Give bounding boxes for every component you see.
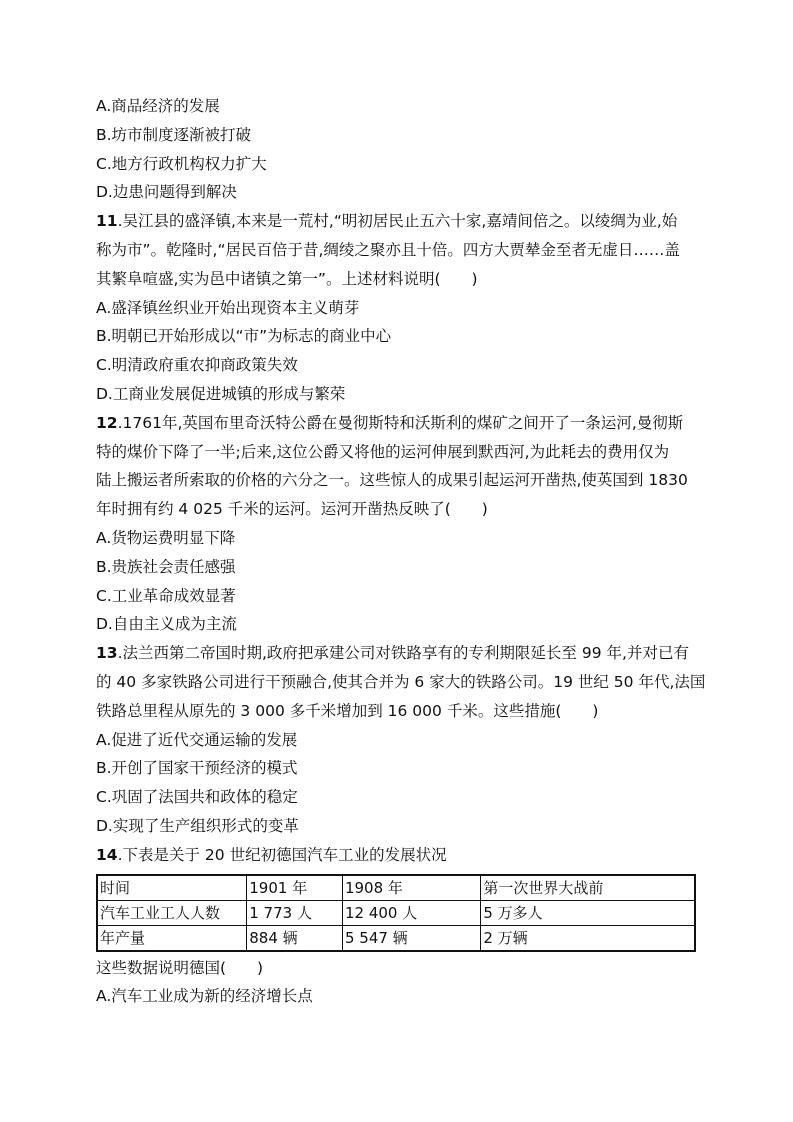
q12-stem (96, 413, 698, 519)
q10-option-c[interactable]: C.地方行政机构权力扩大 (96, 154, 267, 173)
q11-number: 11 (96, 212, 118, 231)
q13-stem-line-3: 铁路总里程从原先的 3 000 多千米增加到 16 000 千米。这些措施( ) (96, 701, 599, 720)
q12-option-d[interactable]: D.自由主义成为主流 (96, 615, 237, 634)
q11-option-d[interactable]: D.工商业发展促进城镇的形成与繁荣 (96, 384, 346, 403)
table-header-row (97, 875, 695, 901)
q11-stem-line-3: 其繁阜喧盛,实为邑中诸镇之第一”。上述材料说明( ) (96, 269, 478, 288)
q12-option-c[interactable]: C.工业革命成效显著 (96, 586, 236, 605)
table-header-cell: 第一次世界大战前 (481, 875, 695, 901)
table-row (97, 900, 695, 925)
q13-text-1: .法兰西第二帝国时期,政府把承建公司对铁路享有的专利期限延长至 99 年,并对已有 (117, 644, 689, 663)
q11-option-b[interactable]: B.明朝已开始形成以“市”为标志的商业中心 (96, 327, 392, 346)
q13-stem-line-1 (96, 643, 698, 663)
table-header-cell: 时间 (97, 875, 247, 901)
q12-stem-line-3: 陆上搬运者所索取的价格的六分之一。这些惊人的成果引起运河开凿热,使英国到 1830 (96, 471, 688, 490)
q10-options (96, 96, 698, 202)
q13-option-b[interactable]: B.开创了国家干预经济的模式 (96, 759, 298, 778)
q11-text-1: .吴江县的盛泽镇,本来是一荒村,“明初居民止五六十家,嘉靖间倍之。以绫绸为业,始 (117, 212, 678, 231)
q12-stem-line-1 (96, 413, 698, 433)
q13-number: 13 (96, 644, 118, 663)
q12-number: 12 (96, 413, 118, 432)
table-cell: 5 万多人 (481, 900, 695, 925)
q14-stem: 这些数据说明德国( ) (96, 958, 264, 977)
q11-option-a[interactable]: A.盛泽镇丝织业开始出现资本主义萌芽 (96, 298, 360, 317)
document-page (96, 96, 706, 1015)
q13-option-a[interactable]: A.促进了近代交通运输的发展 (96, 730, 298, 749)
q11-stem (96, 211, 698, 289)
q10-option-a[interactable]: A.商品经济的发展 (96, 97, 220, 115)
q14-option-a[interactable]: A.汽车工业成为新的经济增长点 (96, 987, 313, 1006)
question-11 (96, 211, 698, 404)
table-cell: 884 辆 (247, 925, 343, 951)
table-cell: 年产量 (97, 925, 247, 951)
q12-option-a[interactable]: A.货物运费明显下降 (96, 528, 236, 547)
q11-stem-line-2: 称为市”。乾隆时,“居民百倍于昔,绸绫之聚亦且十倍。四方大贾辇金至者无虚日……盖 (96, 240, 680, 259)
q11-option-c[interactable]: C.明清政府重农抑商政策失效 (96, 356, 298, 375)
table-cell: 12 400 人 (342, 900, 480, 925)
q13-stem (96, 643, 706, 721)
table-cell: 汽车工业工人人数 (97, 900, 247, 925)
table-row (97, 925, 695, 951)
q13-option-c[interactable]: C.巩固了法国共和政体的稳定 (96, 788, 298, 807)
q14-table (96, 874, 696, 952)
q14-intro (96, 845, 698, 865)
q12-stem-line-4: 年时拥有约 4 025 千米的运河。运河开凿热反映了( ) (96, 500, 488, 519)
q14-number: 14 (96, 845, 118, 864)
question-12 (96, 413, 698, 635)
table-cell: 5 547 辆 (342, 925, 480, 951)
table-cell: 1 773 人 (247, 900, 343, 925)
table-cell: 2 万辆 (481, 925, 695, 951)
question-13 (96, 643, 706, 836)
question-14 (96, 845, 698, 1007)
q13-stem-line-2: 的 40 多家铁路公司进行干预融合,使其合并为 6 家大的铁路公司。19 世纪 50 年代,法国 (96, 672, 706, 691)
q12-option-b[interactable]: B.贵族社会责任感强 (96, 557, 236, 576)
q11-stem-line-1 (96, 211, 698, 231)
q12-stem-line-2: 特的煤价下降了一半;后来,这位公爵又将他的运河伸展到默西河,为此耗去的费用仅为 (96, 442, 670, 461)
q14-intro-text: .下表是关于 20 世纪初德国汽车工业的发展状况 (117, 845, 447, 864)
q10-option-b[interactable]: B.坊市制度逐渐被打破 (96, 125, 252, 144)
q12-text-1: .1761年,英国布里奇沃特公爵在曼彻斯特和沃斯利的煤矿之间开了一条运河,曼彻斯 (117, 413, 684, 432)
q10-option-d[interactable]: D.边患问题得到解决 (96, 183, 237, 202)
table-header-cell: 1908 年 (342, 875, 480, 901)
table-header-cell: 1901 年 (247, 875, 343, 901)
q13-option-d[interactable]: D.实现了生产组织形式的变革 (96, 816, 299, 835)
